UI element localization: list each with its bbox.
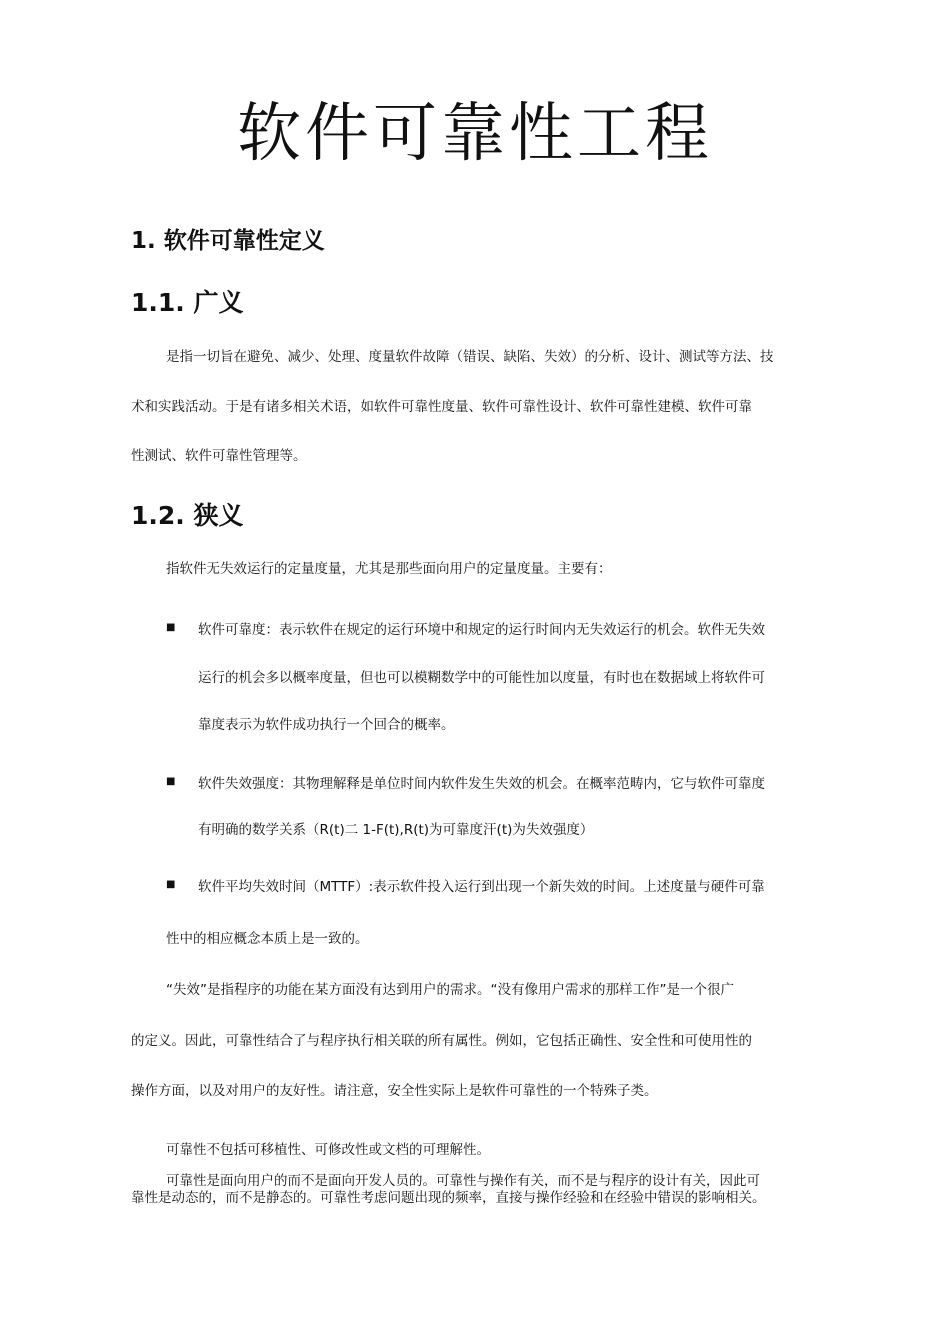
section-heading-1-1: 1.1. 广义 [131, 288, 244, 317]
paragraph-line: “失效”是指程序的功能在某方面没有达到用户的需求。“没有像用户需求的那样工作”是一个很广 [166, 982, 734, 998]
bullet-line: 软件失效强度：其物理解释是单位时间内软件发生失效的机会。在概率范畴内，它与软件可靠度 [198, 776, 765, 792]
bullet-square-icon: ■ [166, 622, 176, 633]
paragraph-line: 术和实践活动。于是有诸多相关术语，如软件可靠性度量、软件可靠性设计、软件可靠性建模、软件可靠 [131, 399, 752, 415]
section-heading-1-2: 1.2. 狭义 [131, 501, 244, 530]
paragraph-line: 操作方面，以及对用户的友好性。请注意，安全性实际上是软件可靠性的一个特殊子类。 [131, 1083, 658, 1099]
section-heading-1: 1. 软件可靠性定义 [131, 228, 325, 254]
bullet-square-icon: ■ [166, 776, 176, 787]
paragraph-line: 是指一切旨在避免、减少、处理、度量软件故障（错误、缺陷、失效）的分析、设计、测试等方法、技 [166, 349, 774, 365]
bullet-line: 软件平均失效时间（MTTF）:表示软件投入运行到出现一个新失效的时间。上述度量与硬件可靠 [198, 879, 765, 895]
paragraph-line: 可靠性是面向用户的而不是面向开发人员的。可靠性与操作有关，而不是与程序的设计有关，因此可 [166, 1173, 760, 1189]
bullet-line: 性中的相应概念本质上是一致的。 [166, 931, 369, 947]
paragraph-line: 可靠性不包括可移植性、可修改性或文档的可理解性。 [166, 1142, 490, 1158]
paragraph-line: 的定义。因此，可靠性结合了与程序执行相关联的所有属性。例如，它包括正确性、安全性和可使用性的 [131, 1033, 752, 1049]
bullet-line: 运行的机会多以概率度量，但也可以模糊数学中的可能性加以度量，有时也在数据域上将软件可 [198, 670, 765, 686]
bullet-square-icon: ■ [166, 879, 176, 890]
bullet-line: 有明确的数学关系（R(t)二 1-F(t),R(t)为可靠度汗(t)为失效强度） [198, 822, 594, 838]
document-title: 软件可靠性工程 [237, 97, 713, 171]
paragraph-line: 靠性是动态的，而不是静态的。可靠性考虑问题出现的频率，直接与操作经验和在经验中错误的影响相关。 [131, 1190, 766, 1206]
paragraph-line: 性测试、软件可靠性管理等。 [131, 448, 307, 464]
bullet-line: 软件可靠度：表示软件在规定的运行环境中和规定的运行时间内无失效运行的机会。软件无失效 [198, 622, 765, 638]
bullet-line: 靠度表示为软件成功执行一个回合的概率。 [198, 717, 455, 733]
paragraph-intro: 指软件无失效运行的定量度量，尤其是那些面向用户的定量度量。主要有： [166, 561, 612, 577]
